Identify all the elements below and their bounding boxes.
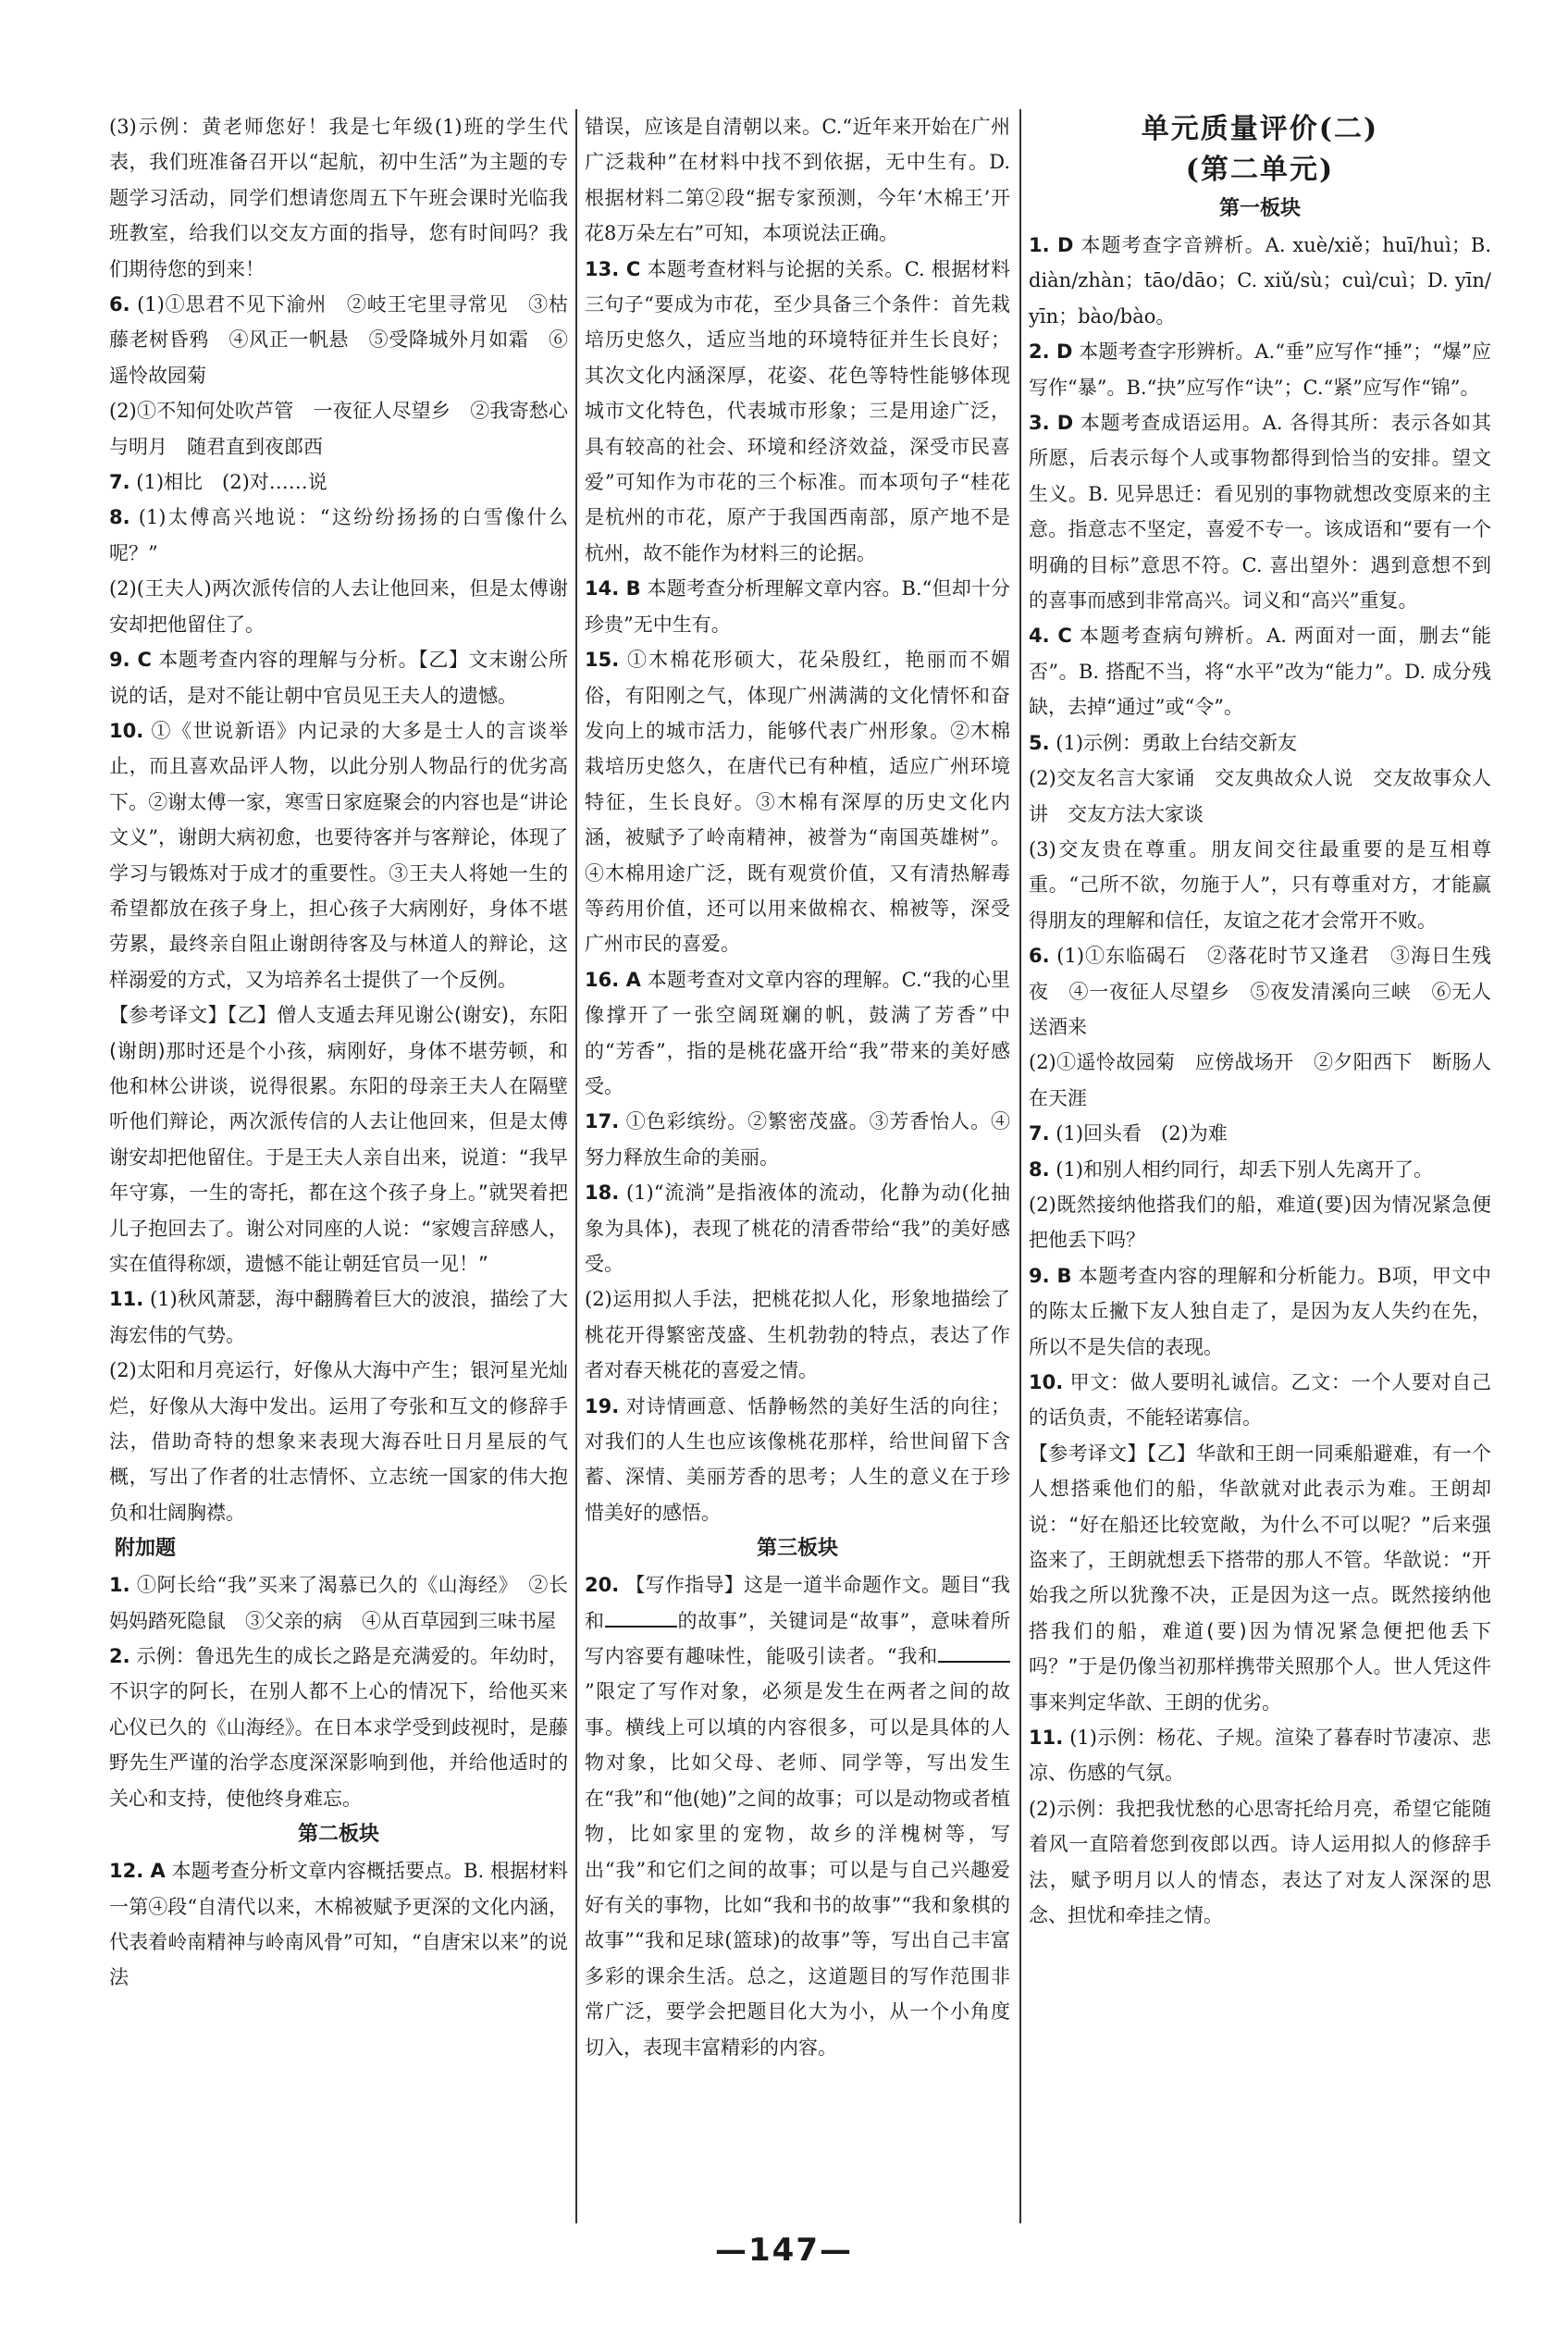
- answer-text: 本题考查字形辨析。A.“垂”应写作“捶”；“爆”应写作“暴”。B.“抉”应写作“诀”；C.“紧”应写作“锦”。: [1029, 340, 1491, 399]
- answer-item: [585, 1389, 1010, 1531]
- answer-item: [1029, 1258, 1491, 1365]
- answer-text: (1)回头看 (2)为难: [1056, 1122, 1228, 1145]
- answer-text: ①《世说新语》内记录的大多是士人的言谈举止，而且喜欢品评人物，以此分别人物品行的优劣高下。②谢太傅一家，寒雪日家庭聚会的内容也是“讲论文义”，谢朗大病初愈，也要待客并与客辩论，体现了学习与锻炼对于成才的重要性。③王夫人将她一生的希望都放在孩子身上，担心孩子大病刚好，身体不堪劳累，最终亲自阻止谢朗待客及与林道人的辩论，这样溺爱的方式，又为培养名士提供了一个反例。: [109, 719, 568, 991]
- answer-text: 错误，应该是自清朝以来。C.“近年来开始在广州广泛栽种”在材料中找不到依据，无中生有。D. 根据材料二第②段“据专家预测，今年‘木棉王’开花8万朵左右”可知，本项说法正确。: [585, 116, 1017, 245]
- answer-text: (2)①遥怜故园菊 应傍战场开 ②夕阳西下 断肠人在天涯: [1029, 1051, 1491, 1109]
- question-number: 18.: [585, 1182, 620, 1205]
- answer-item: [109, 109, 568, 287]
- answer-text: (1)太傅高兴地说：“这纷纷扬扬的白雪像什么呢？”: [109, 506, 568, 564]
- answer-text: (2)交友名言大家诵 交友典故众人说 交友故事众人讲 交友方法大家谈: [1029, 767, 1491, 825]
- answer-text: (2)①不知何处吹芦管 一夜征人尽望乡 ②我寄愁心与明月 随君直到夜郎西: [109, 400, 568, 458]
- answer-text: (1)示例：杨花、子规。渲染了暮春时节凄凉、悲凉、伤感的气氛。: [1029, 1727, 1491, 1785]
- answer-text: (1)和别人相约同行，却丢下别人先离开了。: [1056, 1157, 1434, 1181]
- answer-item: [109, 1639, 568, 1816]
- answer-text: (1)相比 (2)对……说: [136, 471, 327, 494]
- answer-item: [1029, 725, 1491, 761]
- question-number: 8.: [109, 506, 130, 529]
- answer-text: 本题考查分析文章内容概括要点。B. 根据材料一第④段“自清代以来，木棉被赋予更深的文化内涵，代表着岭南精神与岭南风骨”可知，“自唐宋以来”的说法: [109, 1860, 569, 1989]
- answer-item: [1029, 334, 1491, 405]
- answer-text: 本题考查病句辨析。A. 两面对一面，删去“能否”。B. 搭配不当，将“水平”改为“能力”。D. 成分残缺，去掉“通过”或“令”。: [1029, 625, 1491, 719]
- answer-item: [109, 571, 568, 642]
- answer-item: [585, 1104, 1010, 1175]
- answer-item: [1029, 1791, 1491, 1934]
- question-number: 5.: [1029, 731, 1050, 754]
- answer-text: 本题考查内容的理解和分析能力。B项，甲文中的陈太丘撇下友人独自走了，是因为友人失约在先，所以不是失信的表现。: [1029, 1264, 1491, 1358]
- section-title: 单元质量评价(二): [1141, 113, 1379, 145]
- question-number: 10.: [1029, 1371, 1064, 1393]
- answer-item: [109, 500, 568, 571]
- answer-text: ①色彩缤纷。②繁密茂盛。③芳香怡人。④努力释放生命的美丽。: [585, 1110, 1010, 1169]
- answer-text: (2)示例：我把我忧愁的心思寄托给月亮，希望它能随着风一直陪着您到夜郎以西。诗人运用拟人的修辞手法，赋予明月以人的情态，表达了对友人深深的思念、担忧和牵挂之情。: [1029, 1797, 1491, 1927]
- section-heading: 第一板块: [1218, 197, 1301, 220]
- answer-text: (1)秋风萧瑟，海中翻腾着巨大的波浪，描绘了大海宏伟的气势。: [109, 1288, 568, 1346]
- answer-item: [1029, 1152, 1491, 1187]
- column-divider-left: [575, 109, 577, 2223]
- section-heading: 附加题: [115, 1537, 177, 1561]
- answer-item: [585, 1567, 1010, 2065]
- question-number: 16. A: [585, 968, 641, 991]
- answer-item: [109, 464, 568, 500]
- answer-item: [585, 571, 1010, 642]
- answer-item: [1029, 1187, 1491, 1258]
- question-number: 2.: [109, 1645, 130, 1668]
- column-divider-right: [1019, 109, 1021, 2223]
- question-number: 15.: [585, 649, 620, 672]
- answer-text: 本题考查对文章内容的理解。C.“我的心里像撑开了一张空阔斑斓的帆，鼓满了芳香”中的“芳香”，指的是桃花盛开给“我”带来的美好感受。: [585, 968, 1010, 1097]
- question-number: 4. C: [1029, 625, 1072, 648]
- section-heading: 第三板块: [756, 1537, 838, 1561]
- answer-text: ”限定了写作对象，必须是发生在两者之间的故事。横线上可以填的内容很多，可以是具体的人物对象，比如父母、老师、同学等，写出发生在“我”和“他(她)”之间的故事；可以是动物或者植物，比如家里的宠物，故乡的洋槐树等，写出“我”和它们之间的故事；可以是与自己兴趣爱好有关的事物，比如“我和书的故事”“我和象棋的故事”“我和足球(篮球)的故事”等，写出自己丰富多彩的课余生活。总之，这道题目的写作范围非常广泛，要学会把题目化大为小，从一个小角度切入，表现丰富精彩的内容。: [585, 1680, 1010, 2059]
- answer-text: (2)既然接纳他搭我们的船，难道(要)因为情况紧急便把他丢下吗？: [1029, 1193, 1491, 1252]
- translation-note: [1029, 1436, 1491, 1720]
- answer-text: 对诗情画意、恬静畅然的美好生活的向往；对我们的人生也应该像桃花那样，给世间留下含蓄、深情、美丽芳香的思考；人生的意义在于珍惜美好的感悟。: [585, 1394, 1010, 1524]
- answer-item: [109, 1353, 568, 1530]
- answer-item: [109, 642, 568, 713]
- answer-item: [1029, 761, 1491, 832]
- answer-item: [1029, 618, 1491, 724]
- question-number: 17.: [585, 1110, 620, 1133]
- answer-item: [1029, 938, 1491, 1045]
- answer-text: 【参考译文】【乙】僧人支遁去拜见谢公(谢安)，东阳(谢朗)那时还是个小孩，病刚好，身体不堪劳顿，和他和林公讲谈，说得很累。东阳的母亲王夫人在隔壁听他们辩论，两次派传信的人去让他回来，但是太傅谢安却把他留住。于是王夫人亲自出来，说道：“我早年守寡，一生的寄托，都在这个孩子身上。”就哭着把儿子抱回去了。谢公对同座的人说：“家嫂言辞感人，实在值得称颂，遗憾不能让朝廷官员一见！”: [109, 1004, 568, 1275]
- question-number: 13. C: [585, 257, 641, 280]
- answer-text: 本题考查字音辨析。A. xuè/xiě；huī/huì；B. diàn/zhàn；tāo/dāo；C. xiǔ/sù；cuì/cuì；D. yīn/yīn；bào/bào。: [1029, 234, 1498, 328]
- answer-item: [1029, 228, 1498, 334]
- translation-note: [109, 997, 568, 1281]
- answer-item: [1029, 1116, 1491, 1151]
- question-number: 6.: [1029, 945, 1050, 968]
- answer-text: 示例：鲁迅先生的成长之路是充满爱的。年幼时，不识字的阿长，在别人都不上心的情况下，给他买来心仪已久的《山海经》。在日本求学受到歧视时，是藤野先生严谨的治学态度深深影响到他，并给他适时的关心和支持，使他终身难忘。: [109, 1645, 568, 1810]
- answer-item: [585, 1175, 1010, 1281]
- fill-in-blank: [938, 1640, 1010, 1663]
- answer-text: 的故事”，关键词是“故事”，意味着所写内容要有趣味性，能吸引读者。“我和: [585, 1609, 1010, 1668]
- answer-text: 本题考查成语运用。A. 各得其所：表示各如其所愿，后表示每个人或事物都得到恰当的安排。望文生义。B. 见异思迁：看见别的事物就想改变原来的主意。指意志不坚定，喜爱不专一。该成语和“要有一个明确的目标”意思不符。C. 喜出望外：遇到意想不到的喜事而感到非常高兴。词义和“高兴”重复。: [1029, 412, 1491, 613]
- question-number: 6.: [109, 293, 130, 316]
- question-number: 3. D: [1029, 412, 1074, 435]
- question-number: 20.: [585, 1574, 620, 1597]
- question-number: 1. D: [1029, 234, 1074, 256]
- answer-text: (3)交友贵在尊重。朋友间交往最重要的是互相尊重。“己所不欲，勿施于人”，只有尊重对方，才能赢得朋友的理解和信任，友谊之花才会常开不败。: [1029, 837, 1491, 932]
- question-number: 11.: [109, 1288, 144, 1311]
- answer-text: 本题考查分析理解文章内容。B.“但却十分珍贵”无中生有。: [585, 577, 1011, 636]
- question-number: 7.: [109, 471, 130, 494]
- answer-text: ①木棉花形硕大，花朵殷红，艳丽而不媚俗，有阳刚之气，体现广州满满的文化情怀和奋发向上的城市活力，能够代表广州形象。②木棉栽培历史悠久，在唐代已有种植，适应广州环境特征，生长良好。③木棉有深厚的历史文化内涵，被赋予了岭南精神，被誉为“南国英雄树”。④木棉用途广泛，既有观赏价值，又有清热解毒等药用价值，还可以用来做棉衣、棉被等，深受广州市民的喜爱。: [585, 649, 1010, 956]
- answer-text: 甲文：做人要明礼诚信。乙文：一个人要对自己的话负责，不能轻诺寡信。: [1029, 1371, 1491, 1430]
- answer-item: [109, 1567, 568, 1639]
- answer-column-1: [109, 109, 568, 1996]
- answer-text: (2)太阳和月亮运行，好像从大海中产生；银河星光灿烂，好像从大海中发出。运用了夸张和互文的修辞手法，借助奇特的想象来表现大海吞吐日月星辰的气概，写出了作者的壮志情怀、立志统一国家的伟大抱负和壮阔胸襟。: [109, 1359, 568, 1524]
- answer-text: (1)“流淌”是指液体的流动，化静为动(化抽象为具体)，表现了桃花的清香带给“我”的美好感受。: [585, 1182, 1010, 1275]
- answer-item: [585, 109, 1017, 252]
- question-number: 11.: [1029, 1727, 1064, 1750]
- section-title: (第二单元): [1185, 154, 1335, 186]
- answer-text: (2)运用拟人手法，把桃花拟人化，形象地描绘了桃花开得繁密茂盛、生机勃勃的特点，表达了作者对春天桃花的喜爱之情。: [585, 1288, 1010, 1382]
- fill-in-blank: [605, 1605, 677, 1628]
- question-number: 14. B: [585, 577, 641, 600]
- answer-text: ①阿长给“我”买来了渴慕已久的《山海经》 ②长妈妈踏死隐鼠 ③父亲的病 ④从百草园到三味书屋: [109, 1574, 568, 1632]
- question-number: 8.: [1029, 1157, 1050, 1181]
- answer-column-3: [1029, 109, 1498, 1934]
- page-number: —147—: [715, 2232, 853, 2269]
- answer-item: [585, 962, 1010, 1105]
- answer-item: [109, 713, 568, 997]
- answer-item: [585, 1281, 1010, 1388]
- section-heading: 第二板块: [297, 1823, 379, 1847]
- answer-item: [109, 287, 568, 393]
- answer-text: (3)示例：黄老师您好！我是七年级(1)班的学生代表，我们班准备召开以“起航，初中生活”为主题的专题学习活动，同学们想请您周五下午班会课时光临我班教室，给我们以交友方面的指导，您有时间吗？我们期待您的到来！: [109, 116, 568, 280]
- answer-item: [585, 252, 1010, 572]
- question-number: 7.: [1029, 1122, 1050, 1145]
- answer-item: [1029, 1720, 1491, 1791]
- answer-text: 本题考查材料与论据的关系。C. 根据材料三句子“要成为市花，至少具备三个条件：首先栽培历史悠久，适应当地的环境特征并生长良好；其次文化内涵深厚，花姿、花色等特性能够体现城市文化特色，代表城市形象；三是用途广泛，具有较高的社会、环境和经济效益，深受市民喜爱”可知作为市花的三个标准。而本项句子“桂花是杭州的市花，原产于我国西南部，原产地不是杭州，故不能作为材料三的论据。: [585, 257, 1010, 564]
- answer-text: (1)示例：勇敢上台结交新友: [1056, 731, 1298, 754]
- question-number: 12. A: [109, 1860, 166, 1883]
- answer-text: 【写作指导】这是一道半命题作文。题目“我和: [585, 1574, 1010, 1632]
- question-number: 2. D: [1029, 340, 1073, 364]
- question-number: 19.: [585, 1394, 620, 1417]
- answer-text: 【参考译文】【乙】华歆和王朗一同乘船避难，有一个人想搭乘他们的船，华歆就对此表示为难。王朗却说：“好在船还比较宽敞，为什么不可以呢？”后来强盗来了，王朗就想丢下搭带的那人不管。华歆说：“开始我之所以犹豫不决，正是因为这一点。既然接纳他搭我们的船，难道(要)因为情况紧急便把他丢下吗？”于是仍像当初那样携带关照那个人。世人凭这件事来判定华歆、王朗的优劣。: [1029, 1442, 1491, 1714]
- answer-item: [1029, 1045, 1491, 1116]
- answer-text: (1)①东临碣石 ②落花时节又逢君 ③海日生残夜 ④一夜征人尽望乡 ⑤夜发清溪向三峡 ⑥无人送酒来: [1029, 945, 1491, 1038]
- question-number: 9. C: [109, 649, 152, 672]
- answer-item: [1029, 1365, 1491, 1436]
- answer-column-2: [585, 109, 1017, 2065]
- question-number: 10.: [109, 719, 144, 742]
- answer-item: [109, 1853, 568, 1996]
- question-number: 1.: [109, 1574, 130, 1597]
- answer-text: (1)①思君不见下渝州 ②岐王宅里寻常见 ③枯藤老树昏鸦 ④风正一帆悬 ⑤受降城外月如霜 ⑥遥怜故园菊: [109, 293, 568, 387]
- answer-item: [109, 1281, 568, 1353]
- answer-text: 本题考查内容的理解与分析。【乙】文末谢公所说的话，是对不能让朝中官员见王夫人的遗憾。: [109, 649, 569, 707]
- answer-item: [1029, 405, 1491, 618]
- question-number: 9. B: [1029, 1264, 1072, 1287]
- answer-item: [109, 393, 568, 464]
- answer-item: [1029, 832, 1491, 938]
- answer-item: [585, 642, 1010, 962]
- answer-text: (2)(王夫人)两次派传信的人去让他回来，但是太傅谢安却把他留住了。: [109, 577, 568, 636]
